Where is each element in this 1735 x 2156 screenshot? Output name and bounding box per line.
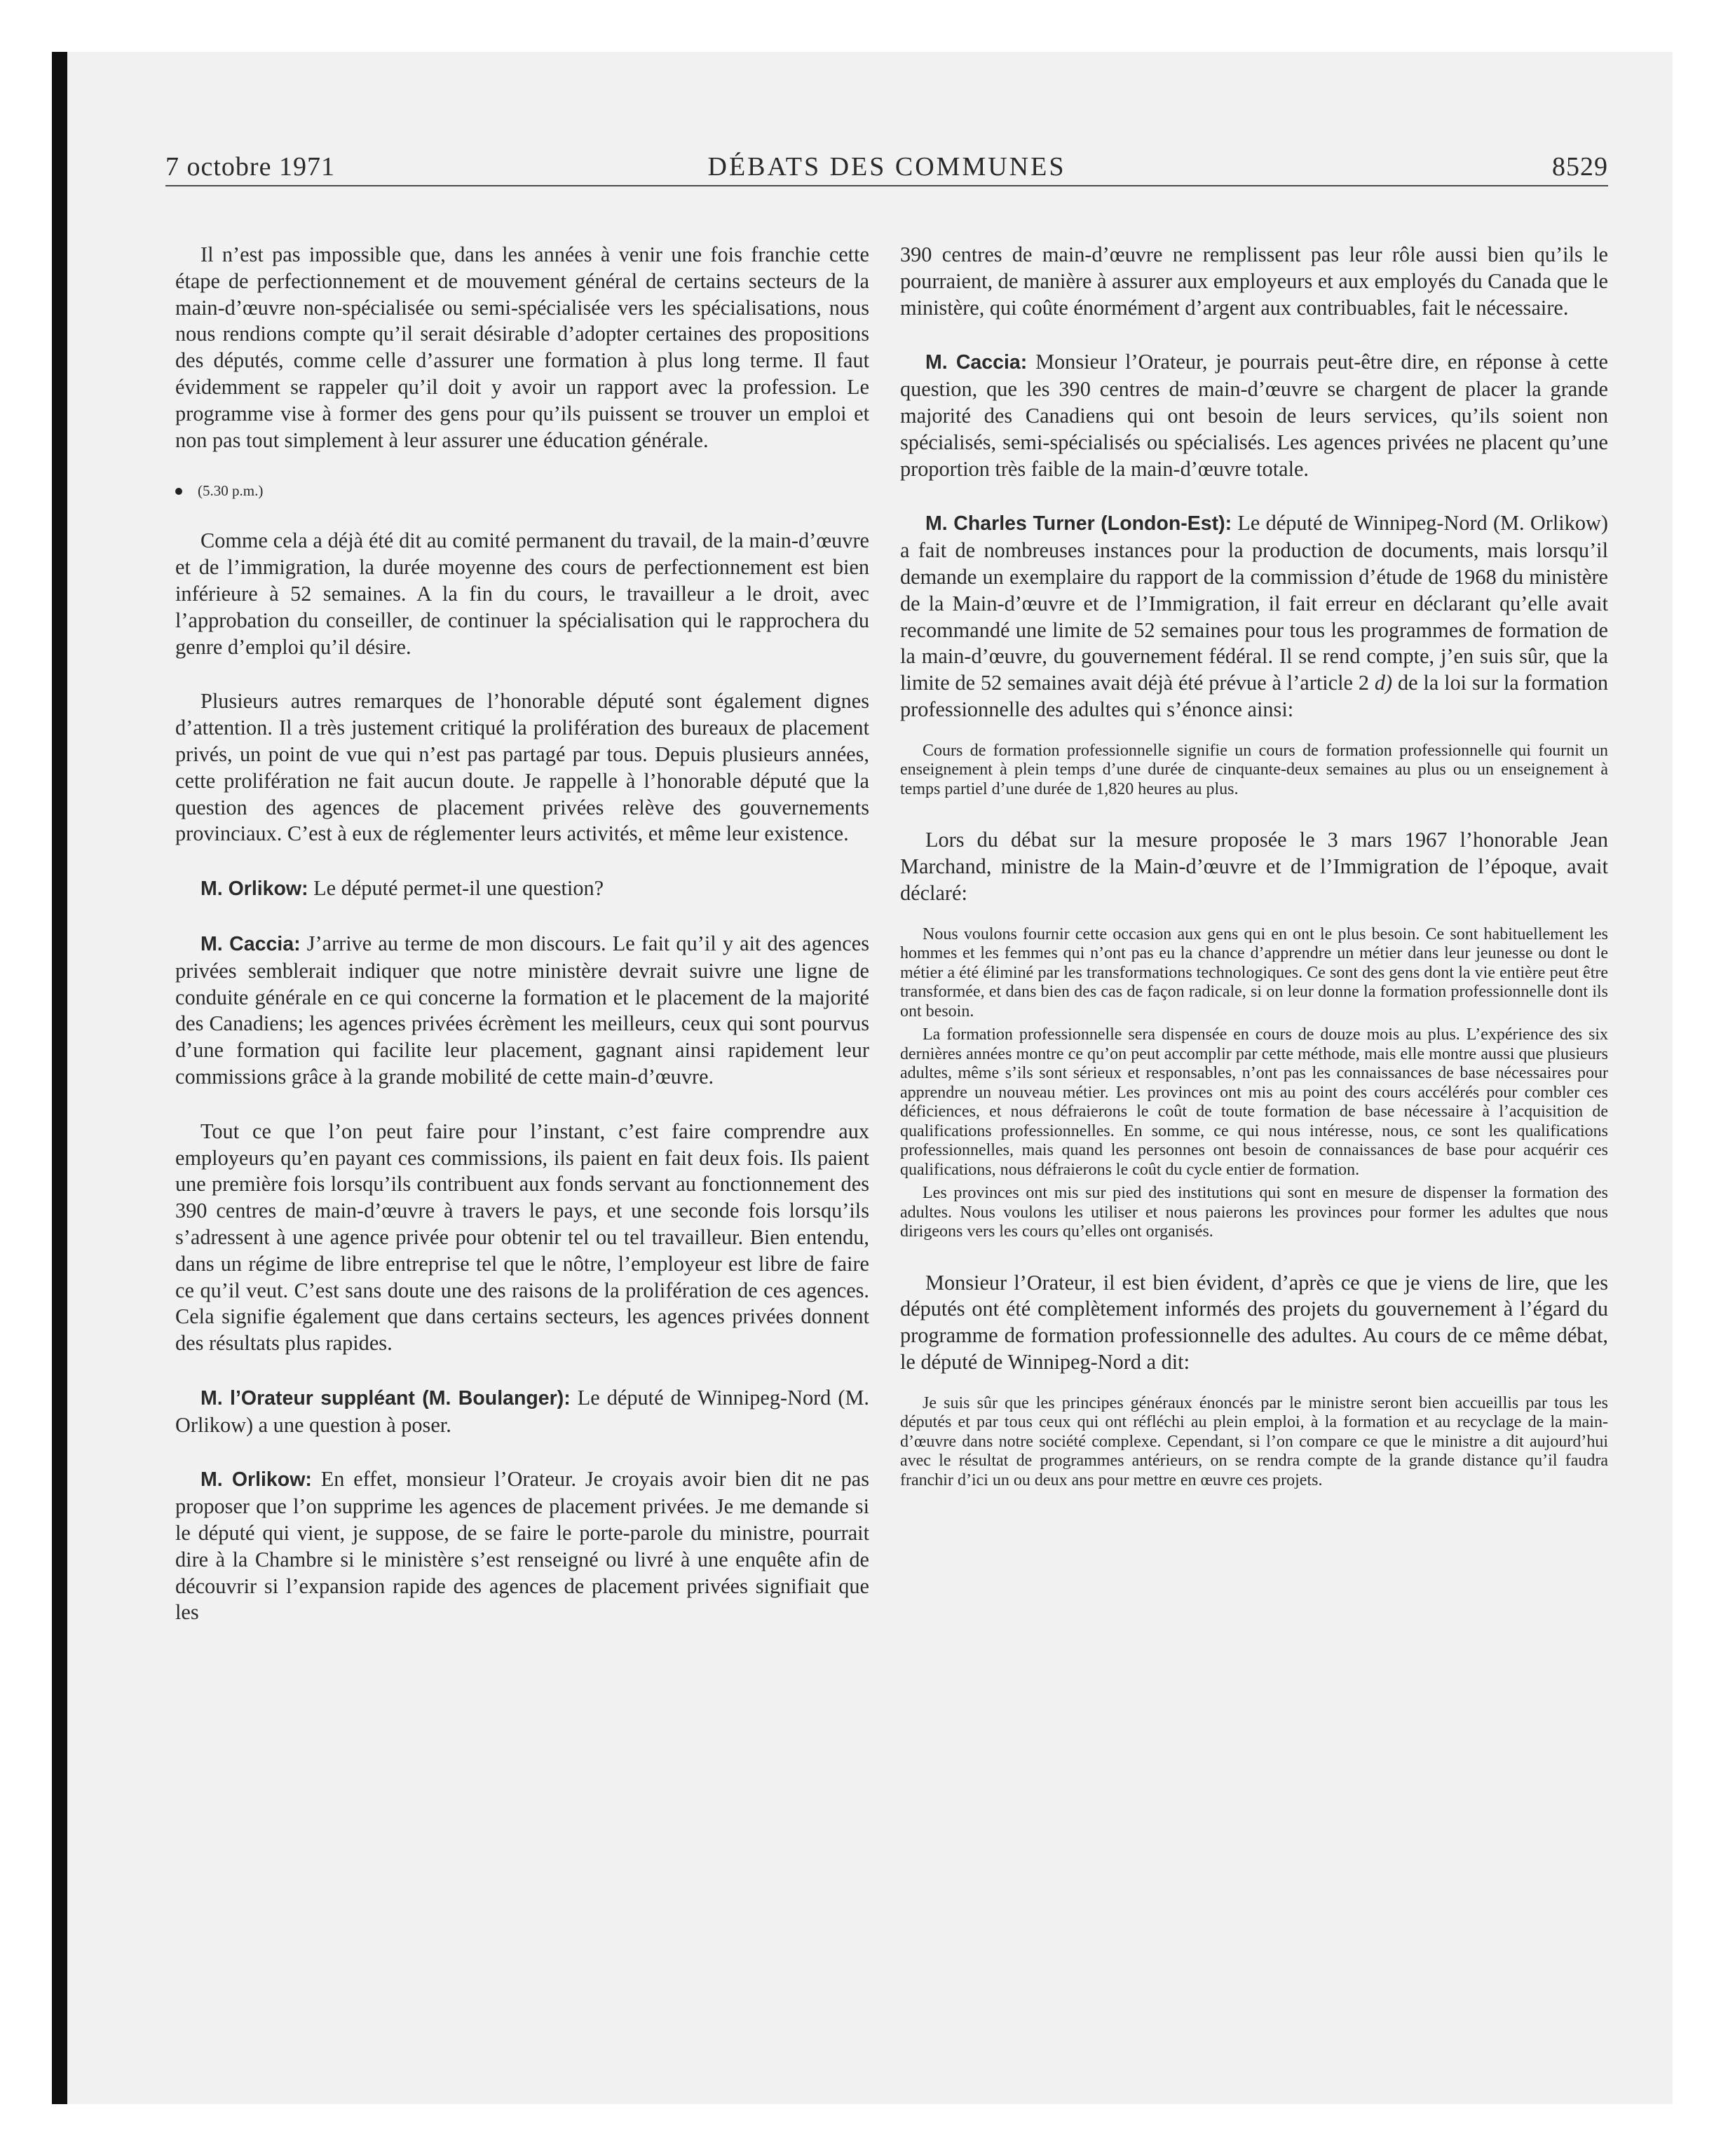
speech-text: Le député de Winnipeg-Nord (M. Orlikow) a fait de nombreuses instances pour la production de documents, mais lorsqu’il demande un exemplaire du rapport de la commission d’étude de 1968 du ministère de la Main-d’œuvre et de l’Immigration, il fait erreur en déclarant qu’elle avait recommandé une limite de 52 semaines pour tous les programmes de formation de la main-d’œuvre, du gouvernement fédéral. Il se rend compte, j’en suis sûr, que la limite de 52 semaines avait déjà été prévue à l’article 2 <box>900 511 1608 695</box>
quotation: Cours de formation professionnelle signifie un cours de formation professionnelle qui fournit un enseignement à plein temps d’une durée de cinquante-deux semaines au plus ou un enseignement à temps partiel d’une durée de 1,820 heures au plus. <box>900 741 1608 798</box>
time-marker <box>175 482 869 500</box>
quotation: Nous voulons fournir cette occasion aux gens qui en ont le plus besoin. Ce sont habituellement les hommes et les femmes qui n’ont pas eu la chance d’apprendre un métier dans leur jeunesse ou dont le métier a été éliminé par les transformations technologiques. Ce sont des gens dont la vie entière peut être transformée, et dans bien des cas de façon radicale, si on leur donne la formation professionnelle dont ils ont besoin. <box>900 925 1608 1021</box>
speech-paragraph <box>900 349 1608 482</box>
speech-text-tail: de la loi sur la formation professionnelle des adultes qui s’énonce ainsi: <box>900 671 1609 721</box>
paragraph: Monsieur l’Orateur, il est bien évident, d’après ce que je viens de lire, que les députés ont été complètement informés des projets du gouvernement à l’égard du programme de formation professionnelle des adultes. Au cours de ce même débat, le député de Winnipeg-Nord a dit: <box>900 1270 1608 1374</box>
paragraph: Lors du débat sur la mesure proposée le 3 mars 1967 l’honorable Jean Marchand, ministre de la Main-d’œuvre et de l’Immigration de l’époque, avait déclaré: <box>900 828 1608 905</box>
speech-text: Le député de Winnipeg-Nord (M. Orlikow) a une question à poser. <box>175 1385 869 1437</box>
speaker-name: M. Charles Turner (London-Est): <box>925 512 1232 535</box>
paragraph: Il n’est pas impossible que, dans les années à venir une fois franchie cette étape de perfectionnement et de mouvement général de certains secteurs de la main-d’œuvre non-spécialisée ou semi-spécialisée vers les spécialisations, nous nous rendions compte qu’il serait désirable d’adopter certaines des propositions des députés, comme celle d’assurer une formation à plus long terme. Il faut évidemment se rappeler qu’il doit y avoir un rapport avec la profession. Le programme vise à former des gens pour qu’ils puissent se trouver un emploi et non pas tout simplement à leur assurer une éducation générale. <box>175 243 869 452</box>
speech-paragraph <box>175 875 869 903</box>
speaker-name: M. Orlikow: <box>200 878 308 901</box>
right-column <box>900 242 1608 1490</box>
paragraph: Comme cela a déjà été dit au comité permanent du travail, de la main-d’œuvre et de l’immigration, la durée moyenne des cours de perfectionnement est bien inférieure à 52 semaines. A la fin du cours, le travailleur a le droit, avec l’approbation du conseiller, de continuer la spécialisation qui le rapprochera du genre d’emploi qu’il désire. <box>175 528 869 659</box>
speaker-name: M. Caccia: <box>925 351 1028 374</box>
time-marker-text: (5.30 p.m.) <box>198 482 264 500</box>
speech-text: En effet, monsieur l’Orateur. Je croyais avoir bien dit ne pas proposer que l’on supprime les agences de placement privées. Je me demande si le député qui vient, je suppose, de se faire le porte-parole du ministre, pourrait dire à la Chambre si le ministère s’est renseigné ou livré à une enquête afin de découvrir si l’expansion rapide des agences de placement privées signifiait que les <box>175 1467 870 1625</box>
paragraph: Tout ce que l’on peut faire pour l’instant, c’est faire comprendre aux employeurs qu’en payant ces commissions, ils paient en fait deux fois. Ils paient une première fois lorsqu’ils contribuent aux fonds servant au fonctionnement des 390 centres de main-d’œuvre à travers le pays, et une seconde fois lorsqu’ils s’adressent à une agence privée pour obtenir tel ou tel travailleur. Bien entendu, dans un régime de libre entreprise tel que le nôtre, l’employeur est libre de faire ce qu’il veut. C’est sans doute une des raisons de la prolifération de ces agences. Cela signifie également que dans certains secteurs, les agences privées donnent des résultats plus rapides. <box>175 1119 869 1356</box>
paragraph: Plusieurs autres remarques de l’honorable député sont également dignes d’attention. Il a très justement critiqué la prolifération des bureaux de placement privés, un point de vue qui n’est pas partagé par tous. Depuis plusieurs années, cette prolifération ne fait aucun doute. Je rappelle à l’honorable député que la question des agences de placement privées relève des gouvernements provinciaux. C’est à eux de réglementer leurs activités, et même leur existence. <box>175 689 869 846</box>
running-header <box>165 147 1608 186</box>
quotation: Les provinces ont mis sur pied des institutions qui sont en mesure de dispenser la formation des adultes. Nous voulons les utiliser et nous paierons les provinces pour former les adultes que nous dirigeons vers les cours qu’elles ont organisés. <box>900 1184 1608 1241</box>
page-number: 8529 <box>1552 152 1608 182</box>
speaker-name: M. Orlikow: <box>200 1468 312 1492</box>
speech-paragraph <box>175 1466 869 1626</box>
speech-text: Le député permet-il une question? <box>313 876 604 901</box>
speech-paragraph <box>175 931 869 1091</box>
header-title: DÉBATS DES COMMUNES <box>707 152 1066 182</box>
left-column <box>175 242 869 1626</box>
italic-reference: d) <box>1374 671 1393 695</box>
speech-text: Monsieur l’Orateur, je pourrais peut-être dire, en réponse à cette question, que les 390 centres de main-d’œuvre se chargent de placer la grande majorité des Canadiens qui ont besoin de leurs services, qu’ils soient non spécialisés, semi-spécialisés ou spécialisés. Les agences privées ne placent qu’une proportion très faible de la main-d’œuvre totale. <box>900 350 1608 481</box>
header-date: 7 octobre 1971 <box>165 152 335 182</box>
speaker-name: M. Caccia: <box>200 932 301 955</box>
speech-paragraph <box>900 510 1608 723</box>
scan-binding-edge <box>52 52 67 2104</box>
bullet-icon <box>175 488 182 495</box>
speaker-name: M. l’Orateur suppléant (M. Boulanger): <box>200 1386 571 1410</box>
quotation: La formation professionnelle sera dispensée en cours de douze mois au plus. L’expérience des six dernières années montre ce qu’on peut accomplir par cette méthode, mais elle montre aussi que plusieurs adultes, même s’ils sont sérieux et responsables, n’ont pas les connaissances de base nécessaires pour apprendre un nouveau métier. Les provinces ont mis au point des cours accélérés pour combler ces déficiences, et nous défraierons le coût de toute formation de base nécessaire à l’acquisition de qualifications professionnelles. En somme, ce qui nous intéresse, nous, ce sont les qualifications professionnelles, mais quand les personnes ont besoin de connaissances de base pour acquérir ces qualifications, nous défraierons le coût du cycle entier de formation. <box>900 1025 1608 1179</box>
speech-text: J’arrive au terme de mon discours. Le fait qu’il y ait des agences privées semblerait indiquer que notre ministère devrait suivre une ligne de conduite générale en ce qui concerne la formation et le placement de la majorité des Canadiens; les agences privées écrèment les meilleurs, ceux qui sont pourvus d’une formation qui facilite leur placement, gagnant ainsi rapidement leur commissions grâce à la grande mobilité de cette main-d’œuvre. <box>175 931 869 1089</box>
speech-paragraph <box>175 1385 869 1439</box>
paragraph-continued: 390 centres de main-d’œuvre ne remplissent pas leur rôle aussi bien qu’ils le pourraient, de manière à assurer aux employeurs et aux employés du Canada que le ministère, qui coûte énormément d’argent aux contribuables, fait le nécessaire. <box>900 243 1608 320</box>
quotation: Je suis sûr que les principes généraux énoncés par le ministre seront bien accueillis par tous les députés et par tous ceux qui ont réfléchi au plein emploi, à la formation et au recyclage de la main-d’œuvre dans notre société complexe. Cependant, si l’on compare ce que le ministre a dit aujourd’hui avec le résultat de programmes antérieurs, on se rendra compte de la grande distance qu’il faudra franchir d’ici un ou deux ans pour mettre en œuvre ces projets. <box>900 1393 1608 1489</box>
